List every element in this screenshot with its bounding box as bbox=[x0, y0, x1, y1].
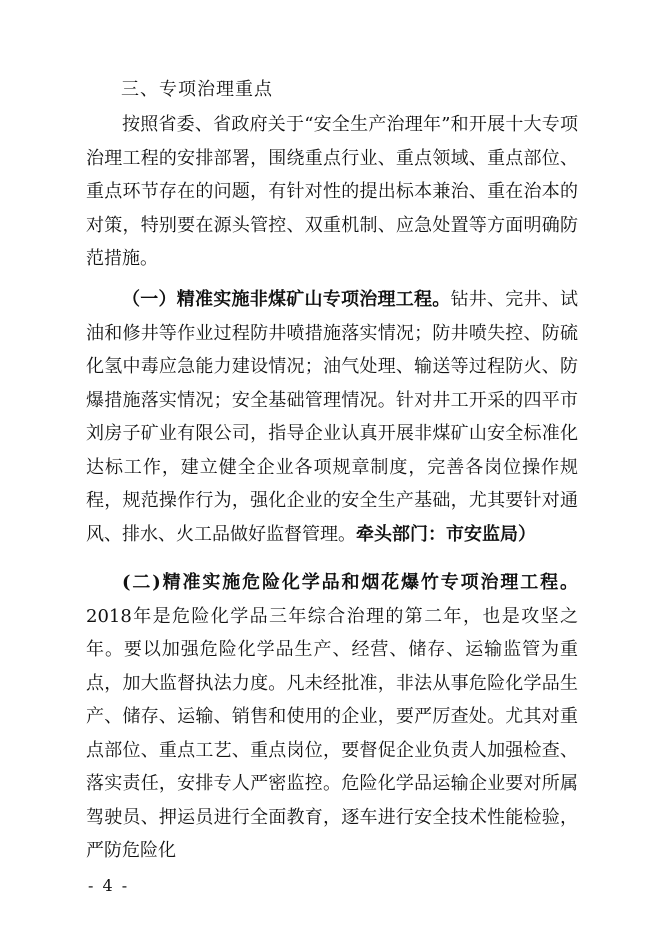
chemicals-title: (二)精准实施危险化学品和烟花爆竹专项治理工程。 bbox=[122, 572, 578, 593]
intro-paragraph bbox=[86, 108, 578, 276]
chemicals-body: 2018年是危险化学品三年综合治理的第二年，也是攻坚之年。要以加强危险化学品生产、经营、储存、运输监管为重点，加大监督执法力度。凡未经批准，非法从事危险化学品生产、储存、运输、销售和使用的企业，要严厉查处。尤其对重点部位、重点工艺、重点岗位，要督促企业负责人加强检查、落实责任，安排专人严密监控。危险化学品运输企业要对所属驾驶员、押运员进行全面教育，逐车进行安全技术性能检验，严防危险化 bbox=[86, 605, 578, 861]
page-number: - 4 - bbox=[88, 876, 130, 895]
chemicals-paragraph bbox=[86, 566, 578, 868]
section-heading: 三、专项治理重点 bbox=[121, 79, 273, 100]
mining-body: 钻井、完井、试油和修井等作业过程防井喷措施落实情况；防井喷失控、防硫化氢中毒应急能力建设情况；油气处理、输送等过程防火、防爆措施落实情况；安全基础管理情况。针对井工开采的四平市刘房子矿业有限公司，指导企业认真开展非煤矿山安全标准化达标工作，建立健全企业各项规章制度，完善各岗位操作规程，规范操作行为，强化企业的安全生产基础，尤其要针对通风、排水、火工品做好监督管理。 bbox=[86, 289, 578, 545]
intro-text: 按照省委、省政府关于“安全生产治理年”和开展十大专项治理工程的安排部署，围绕重点行业、重点领域、重点部位、重点环节存在的问题，有针对性的提出标本兼治、重在治本的对策，特别要在源头管控、双重机制、应急处置等方面明确防范措施。 bbox=[86, 114, 578, 269]
mining-title: （一）精准实施非煤矿山专项治理工程。 bbox=[122, 289, 451, 310]
mining-paragraph bbox=[86, 283, 578, 551]
mining-lead-department: 牵头部门：市安监局） bbox=[356, 523, 536, 545]
